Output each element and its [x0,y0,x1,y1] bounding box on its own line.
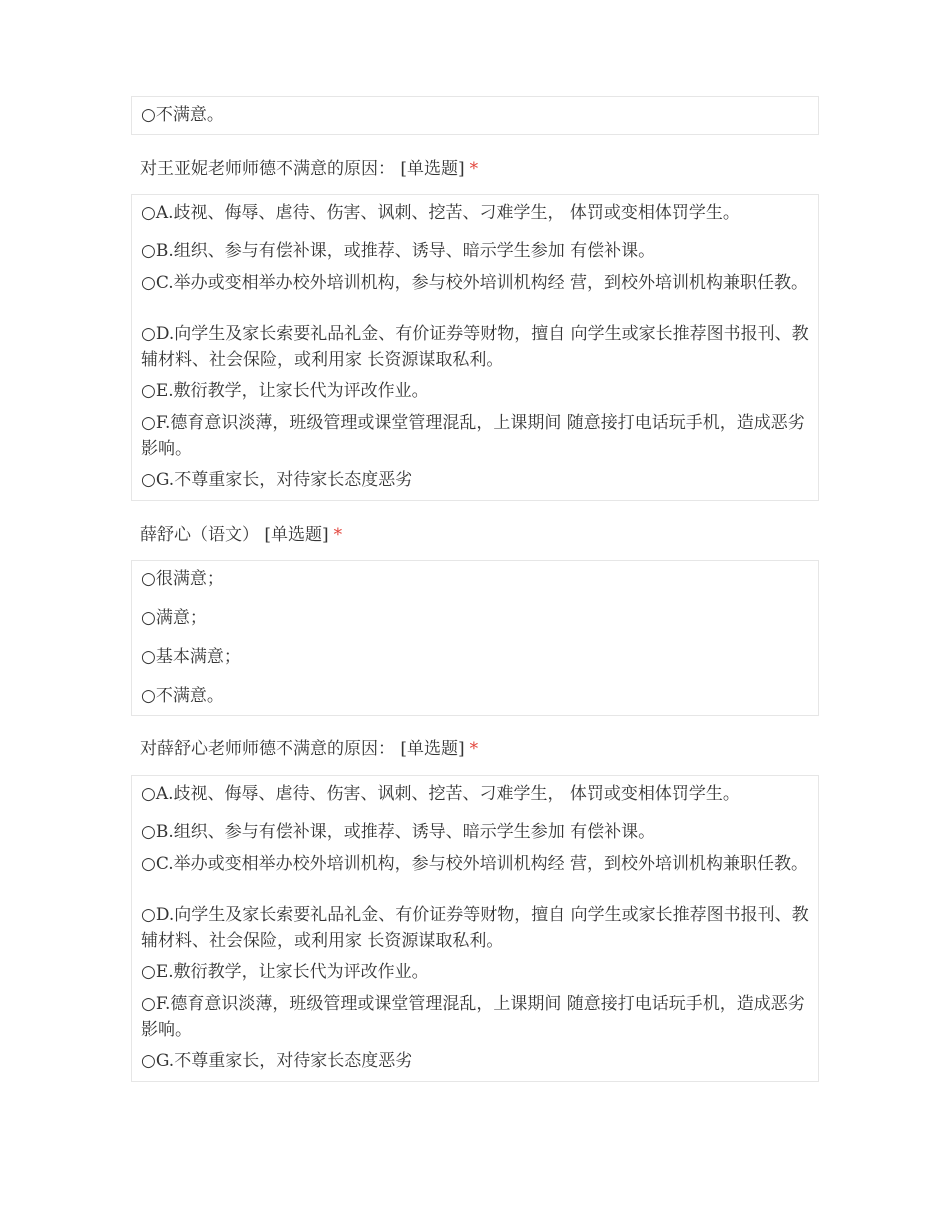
question-type: [单选题] [400,159,465,179]
required-mark: * [469,159,479,179]
option-f[interactable]: ○F.德育意识淡薄，班级管理或课堂管理混乱，上课期间 随意接打电话玩手机，造成恶劣影响。 [141,413,805,459]
option-list [131,560,819,716]
question-type: [单选题] [400,739,465,759]
option-g[interactable]: ○G.不尊重家长，对待家长态度恶劣 [141,470,413,490]
required-mark: * [469,739,479,759]
question-title [140,522,342,548]
required-mark: * [333,525,343,545]
question-text: 对王亚妮老师师德不满意的原因： [140,159,395,179]
option-g[interactable]: ○G.不尊重家长，对待家长态度恶劣 [141,1051,413,1071]
option-satisfied[interactable]: ○满意； [141,608,207,628]
option-a[interactable]: ○A.歧视、侮辱、虐待、伤害、讽刺、挖苦、刁难学生， 体罚或变相体罚学生。 [141,203,740,223]
option-e[interactable]: ○E.敷衍教学，让家长代为评改作业。 [141,381,429,401]
option-d[interactable]: ○D.向学生及家长索要礼品礼金、有价证券等财物，擅自 向学生或家长推荐图书报刊、教辅材料、社会保险，或利用家 长资源谋取私利。 [141,324,809,370]
question-title [140,156,478,182]
question-text: 对薛舒心老师师德不满意的原因： [140,739,395,759]
question-title [140,736,478,762]
question-type: [单选题] [264,525,329,545]
option-f[interactable]: ○F.德育意识淡薄，班级管理或课堂管理混乱，上课期间 随意接打电话玩手机，造成恶劣影响。 [141,994,805,1040]
option-very-satisfied[interactable]: ○很满意； [141,569,224,589]
option-list [131,96,819,135]
option-b[interactable]: ○B.组织、参与有偿补课，或推荐、诱导、暗示学生参加 有偿补课。 [141,822,656,842]
option-dissatisfied[interactable]: ○不满意。 [141,686,224,706]
option-basic-satisfied[interactable]: ○基本满意； [141,647,241,667]
option-c[interactable]: ○C.举办或变相举办校外培训机构，参与校外培训机构经 营，到校外培训机构兼职任教。 [141,273,809,293]
question-text: 薛舒心（语文） [140,525,259,545]
option-d[interactable]: ○D.向学生及家长索要礼品礼金、有价证券等财物，擅自 向学生或家长推荐图书报刊、教辅材料、社会保险，或利用家 长资源谋取私利。 [141,905,809,951]
option-list [131,775,819,1082]
option-a[interactable]: ○A.歧视、侮辱、虐待、伤害、讽刺、挖苦、刁难学生， 体罚或变相体罚学生。 [141,784,740,804]
option-b[interactable]: ○B.组织、参与有偿补课，或推荐、诱导、暗示学生参加 有偿补课。 [141,241,656,261]
option-c[interactable]: ○C.举办或变相举办校外培训机构，参与校外培训机构经 营，到校外培训机构兼职任教。 [141,854,809,874]
option-e[interactable]: ○E.敷衍教学，让家长代为评改作业。 [141,962,429,982]
option-dissatisfied[interactable]: ○不满意。 [141,105,224,125]
option-list [131,194,819,501]
